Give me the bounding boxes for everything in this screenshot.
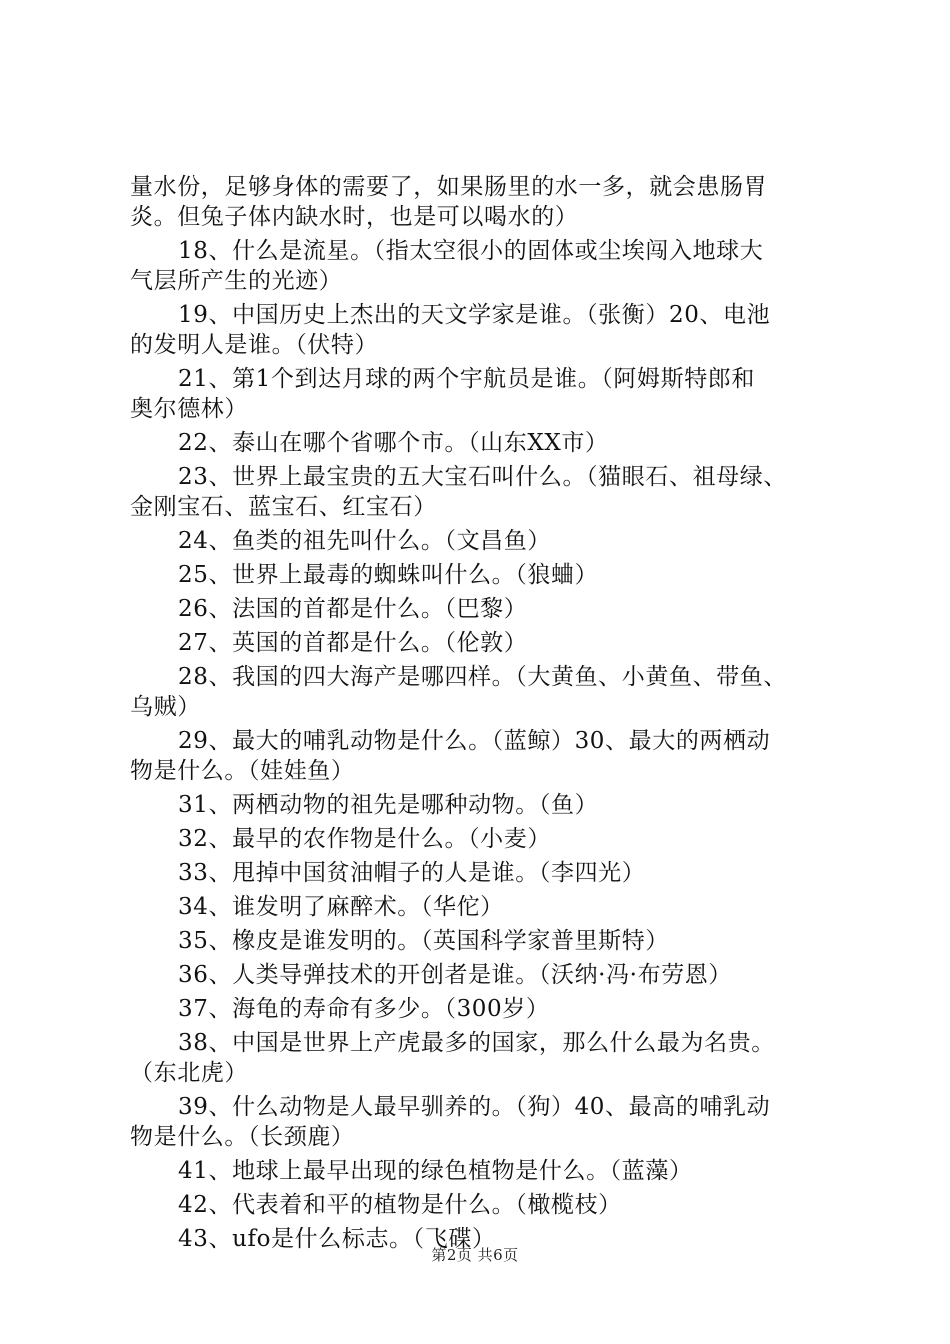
text-line: 42、代表着和平的植物是什么。（橄榄枝） <box>178 1192 622 1218</box>
text-line: 32、最早的农作物是什么。（小麦） <box>178 826 551 852</box>
text-line: 21、第1个到达月球的两个宇航员是谁。（阿姆斯特郎和 <box>178 366 755 392</box>
text-line: 23、世界上最宝贵的五大宝石叫什么。（猫眼石、祖母绿、 <box>178 464 787 490</box>
document-body <box>130 172 850 1254</box>
text-line: 39、什么动物是人最早驯养的。（狗）40、最高的哺乳动 <box>178 1094 771 1120</box>
text-line: 量水份，足够身体的需要了，如果肠里的水一多，就会患肠胃 <box>130 174 768 200</box>
text-line: 35、橡皮是谁发明的。（英国科学家普里斯特） <box>178 928 669 954</box>
text-line: 43、ufo是什么标志。（飞碟） <box>178 1226 496 1252</box>
text-line: （东北虎） <box>130 1060 248 1086</box>
text-line: 24、鱼类的祖先叫什么。（文昌鱼） <box>178 528 551 554</box>
text-line: 金刚宝石、蓝宝石、红宝石） <box>130 494 437 520</box>
text-line: 22、泰山在哪个省哪个市。（山东XX市） <box>178 430 609 456</box>
text-line: 26、法国的首都是什么。（巴黎） <box>178 596 528 622</box>
text-line: 27、英国的首都是什么。（伦敦） <box>178 630 528 656</box>
text-line: 28、我国的四大海产是哪四样。（大黄鱼、小黄鱼、带鱼、 <box>178 664 787 690</box>
text-line: 34、谁发明了麻醉术。（华佗） <box>178 894 504 920</box>
text-line: 物是什么。（娃娃鱼） <box>130 758 355 784</box>
text-line: 物是什么。（长颈鹿） <box>130 1124 355 1150</box>
text-line: 36、人类导弹技术的开创者是谁。（沃纳·冯·布劳恩） <box>178 962 732 988</box>
text-line: 41、地球上最早出现的绿色植物是什么。（蓝藻） <box>178 1158 693 1184</box>
text-line: 29、最大的哺乳动物是什么。（蓝鲸）30、最大的两栖动 <box>178 728 771 754</box>
text-line: 炎。但兔子体内缺水时，也是可以喝水的） <box>130 204 579 230</box>
page-footer: 第2页 共6页 <box>431 1246 519 1264</box>
text-line: 的发明人是谁。（伏特） <box>130 332 379 358</box>
text-line: 奥尔德林） <box>130 396 248 422</box>
text-line: 38、中国是世界上产虎最多的国家，那么什么最为名贵。 <box>178 1030 775 1056</box>
text-line: 19、中国历史上杰出的天文学家是谁。（张衡）20、电池 <box>178 302 771 328</box>
text-line: 气层所产生的光迹） <box>130 268 343 294</box>
text-line: 乌贼） <box>130 694 201 720</box>
text-line: 31、两栖动物的祖先是哪种动物。（鱼） <box>178 792 599 818</box>
text-line: 33、甩掉中国贫油帽子的人是谁。（李四光） <box>178 860 646 886</box>
text-line: 25、世界上最毒的蜘蛛叫什么。（狼蛐） <box>178 562 599 588</box>
text-line: 18、什么是流星。（指太空很小的固体或尘埃闯入地球大 <box>178 238 764 264</box>
text-line: 37、海龟的寿命有多少。（300岁） <box>178 996 550 1022</box>
